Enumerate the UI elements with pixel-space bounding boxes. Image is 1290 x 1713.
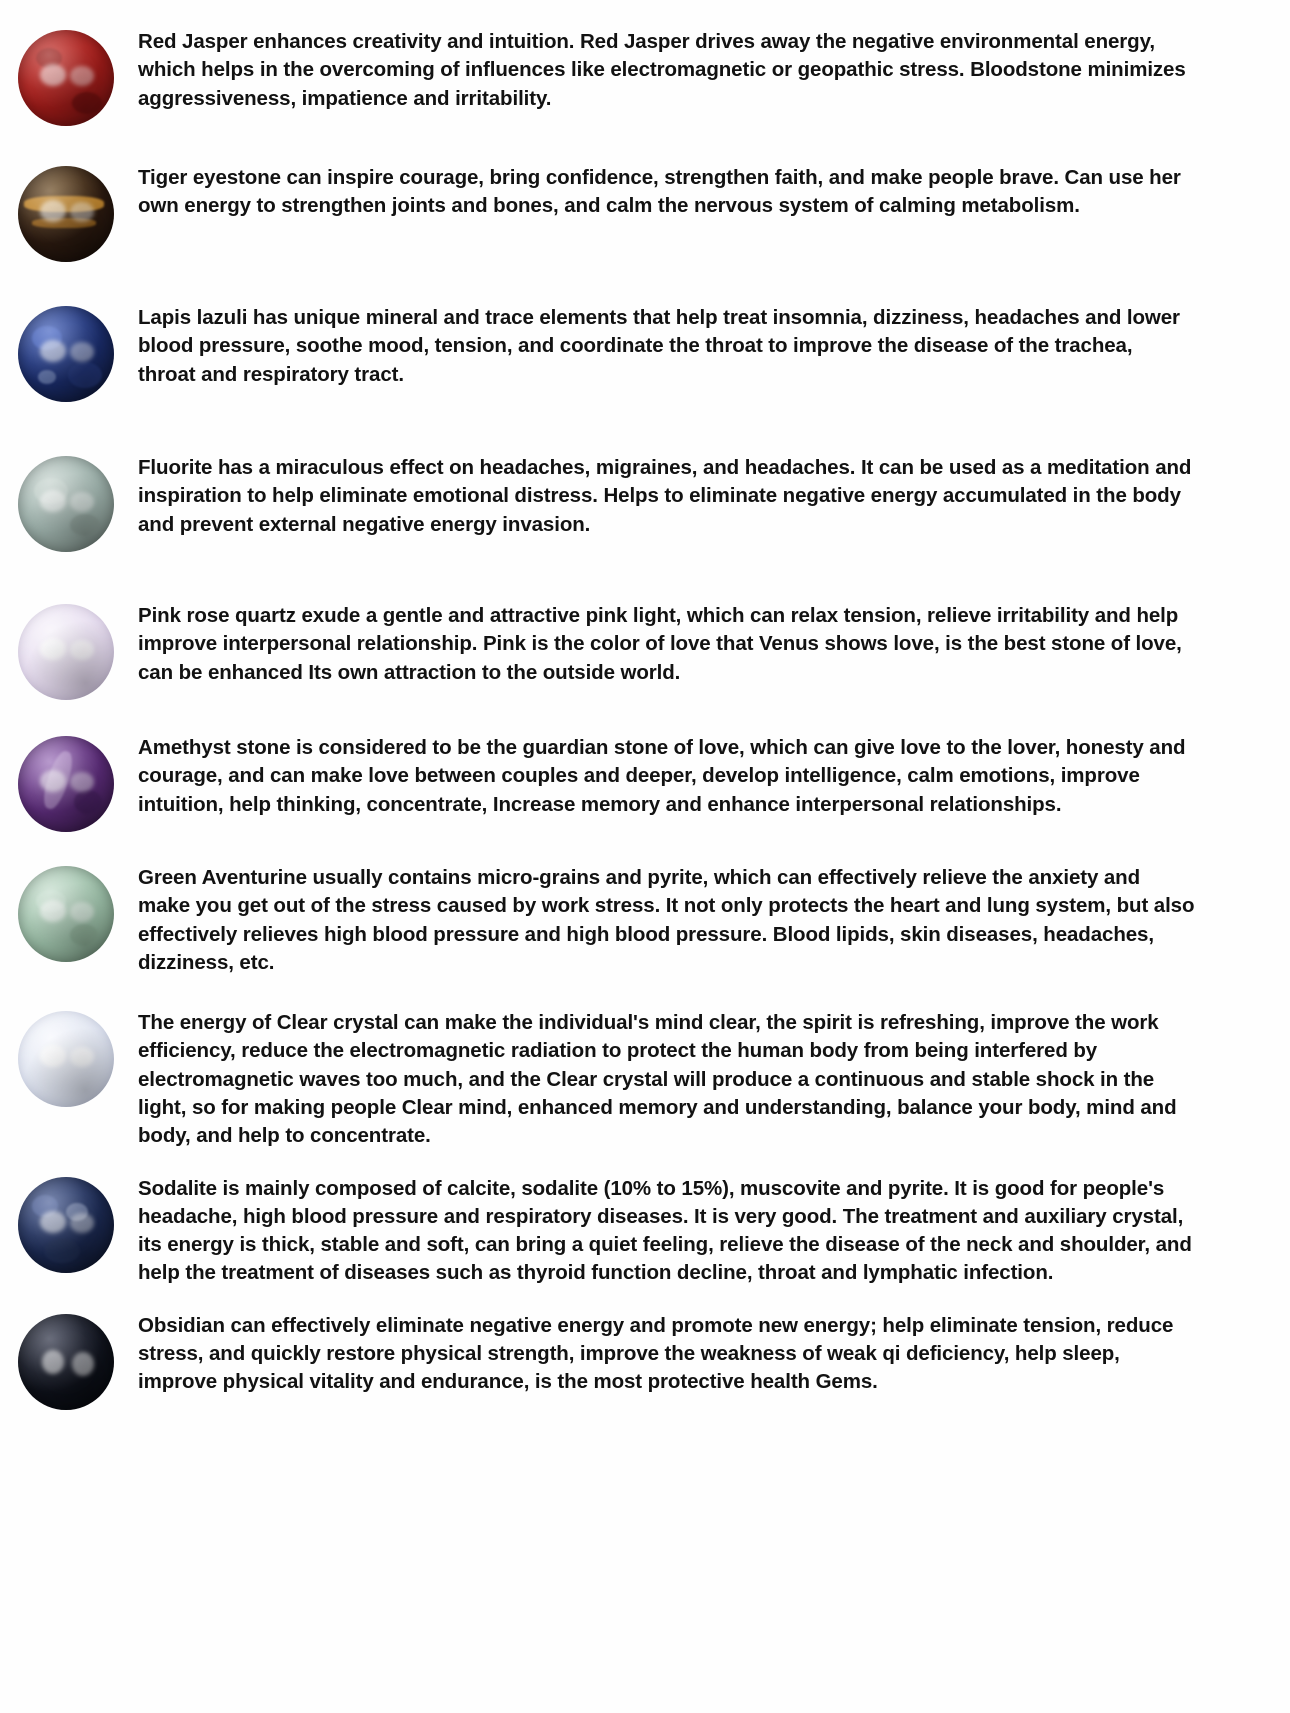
list-item	[0, 302, 1290, 402]
stone-description: Green Aventurine usually contains micro-grains and pyrite, which can effectively relieve the anxiety and make you get out of the stress caused by work stress. It not only protects the heart and lung system, but also effectively relieves high blood pressure and high blood pressure. Blood lipids, skin diseases, headaches, dizziness, etc.	[138, 866, 1195, 974]
text-cell	[138, 1310, 1195, 1397]
red-jasper-bead-icon	[18, 30, 114, 126]
text-cell	[138, 302, 1195, 389]
text-cell	[138, 600, 1195, 687]
text-cell	[138, 26, 1195, 113]
bead-cell	[18, 1173, 138, 1273]
list-item	[0, 862, 1290, 977]
stone-description: Red Jasper enhances creativity and intuition. Red Jasper drives away the negative environmental energy, which helps in the overcoming of influences like electromagnetic or geopathic stress. Bloodstone minimizes aggressiveness, impatience and irritability.	[138, 30, 1186, 110]
stone-description: Sodalite is mainly composed of calcite, sodalite (10% to 15%), muscovite and pyrite. It is good for people's headache, high blood pressure and respiratory diseases. It is very good. The treatment and auxiliary crystal, its energy is thick, stable and soft, can bring a quiet feeling, relieve the disease of the neck and shoulder, and help the treatment of diseases such as thyroid function decline, throat and lymphatic infection.	[138, 1176, 1192, 1285]
stone-description: The energy of Clear crystal can make the individual's mind clear, the spirit is refreshing, improve the work efficiency, reduce the electromagnetic radiation to protect the human body from being interfered by electromagnetic waves too much, and the Clear crystal will produce a continuous and stable shock in the light, so for making people Clear mind, enhanced memory and understanding, balance your body, mind and body, and help to concentrate.	[138, 1011, 1177, 1148]
tiger-eyestone-bead-icon	[18, 166, 114, 262]
list-item	[0, 1310, 1290, 1410]
bead-cell	[18, 452, 138, 552]
text-cell	[138, 162, 1195, 221]
green-aventurine-bead-icon	[18, 866, 114, 962]
stone-description: Pink rose quartz exude a gentle and attractive pink light, which can relax tension, relieve irritability and help improve interpersonal relationship. Pink is the color of love that Venus shows love, is the best stone of love, can be enhanced Its own attraction to the outside world.	[138, 604, 1182, 684]
bead-cell	[18, 600, 138, 700]
bead-cell	[18, 162, 138, 262]
lapis-lazuli-bead-icon	[18, 306, 114, 402]
list-item	[0, 162, 1290, 262]
text-cell	[138, 862, 1195, 977]
list-item	[0, 26, 1290, 126]
fluorite-bead-icon	[18, 456, 114, 552]
list-item	[0, 1007, 1290, 1150]
list-item	[0, 1173, 1290, 1288]
list-item	[0, 732, 1290, 832]
bead-cell	[18, 302, 138, 402]
clear-crystal-bead-icon	[18, 1011, 114, 1107]
obsidian-bead-icon	[18, 1314, 114, 1410]
stone-benefit-list	[0, 26, 1290, 1410]
stone-description: Tiger eyestone can inspire courage, bring confidence, strengthen faith, and make people brave. Can use her own energy to strengthen joints and bones, and calm the nervous system of calming metabolism.	[138, 166, 1181, 218]
stone-description: Lapis lazuli has unique mineral and trace elements that help treat insomnia, dizziness, headaches and lower blood pressure, soothe mood, tension, and coordinate the throat to improve the disease of the trachea, throat and respiratory tract.	[138, 306, 1180, 386]
stone-description: Obsidian can effectively eliminate negative energy and promote new energy; help eliminate tension, reduce stress, and quickly restore physical strength, improve the weakness of weak qi deficiency, help sleep, improve physical vitality and endurance, is the most protective health Gems.	[138, 1313, 1174, 1394]
sodalite-bead-icon	[18, 1177, 114, 1273]
stone-description: Amethyst stone is considered to be the guardian stone of love, which can give love to the lover, honesty and courage, and can make love between couples and deeper, develop intelligence, calm emotions, improve intuition, help thinking, concentrate, Increase memory and enhance interpersonal relationships.	[138, 736, 1186, 816]
list-item	[0, 600, 1290, 700]
text-cell	[138, 1173, 1195, 1288]
list-item	[0, 452, 1290, 552]
amethyst-bead-icon	[18, 736, 114, 832]
bead-cell	[18, 732, 138, 832]
stone-description: Fluorite has a miraculous effect on headaches, migraines, and headaches. It can be used as a meditation and inspiration to help eliminate emotional distress. Helps to eliminate negative energy accumulated in the body and prevent external negative energy invasion.	[138, 456, 1192, 536]
bead-cell	[18, 26, 138, 126]
text-cell	[138, 452, 1195, 539]
text-cell	[138, 732, 1195, 819]
bead-cell	[18, 862, 138, 962]
pink-rose-quartz-bead-icon	[18, 604, 114, 700]
text-cell	[138, 1007, 1195, 1150]
bead-cell	[18, 1310, 138, 1410]
bead-cell	[18, 1007, 138, 1107]
